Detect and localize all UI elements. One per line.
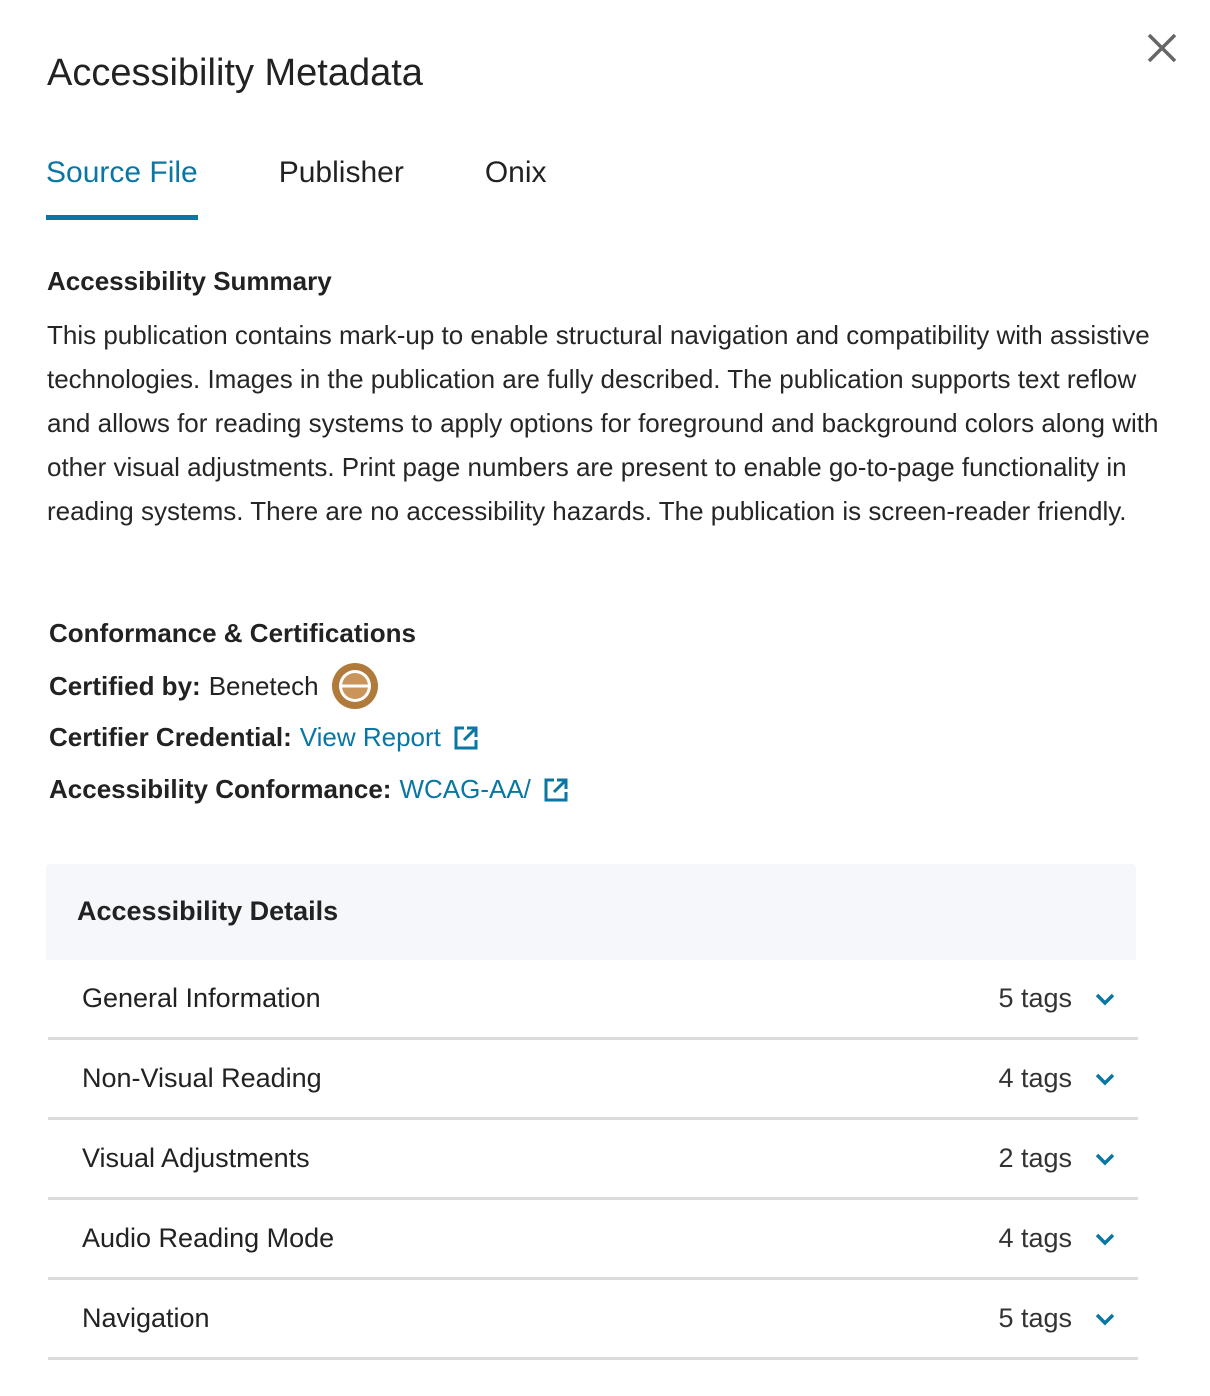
details-row-audio-reading-mode[interactable] [48, 1200, 1138, 1280]
conformance-heading: Conformance & Certifications [49, 618, 416, 648]
row-tag-count: 2 tags [998, 1143, 1072, 1173]
row-name: Navigation [82, 1303, 210, 1333]
row-name: Non-Visual Reading [82, 1063, 322, 1093]
row-name: Visual Adjustments [82, 1143, 310, 1173]
conformance-label: Accessibility Conformance: [49, 774, 392, 804]
row-tag-count: 5 tags [998, 983, 1072, 1013]
chevron-down-icon[interactable] [1094, 1228, 1116, 1250]
chevron-down-icon[interactable] [1094, 1068, 1116, 1090]
details-row-general-information[interactable] [48, 960, 1138, 1040]
tab-bar [46, 150, 628, 220]
summary-heading: Accessibility Summary [47, 266, 332, 296]
certified-by-value: Benetech [208, 670, 319, 701]
wcag-link[interactable]: WCAG-AA/ [399, 774, 531, 804]
tab-onix[interactable]: Onix [484, 156, 547, 189]
details-row-non-visual-reading[interactable] [48, 1040, 1138, 1120]
row-tag-count: 4 tags [998, 1223, 1072, 1253]
chevron-down-icon[interactable] [1094, 1308, 1116, 1330]
row-tag-count: 4 tags [998, 1063, 1072, 1093]
row-name: General Information [82, 983, 321, 1013]
tab-publisher[interactable]: Publisher [278, 156, 404, 189]
accessibility-details [46, 864, 1138, 1360]
row-tag-count: 5 tags [998, 1303, 1072, 1333]
row-name: Audio Reading Mode [82, 1223, 335, 1253]
accessibility-conformance [49, 774, 569, 805]
external-link-icon[interactable] [453, 725, 479, 751]
external-link-icon[interactable] [543, 777, 569, 803]
certified-by-label: Certified by: [49, 670, 201, 701]
view-report-link[interactable]: View Report [299, 722, 441, 752]
certifier-credential [49, 722, 479, 753]
certified-by [49, 662, 379, 710]
certification-badge-icon [331, 662, 379, 710]
chevron-down-icon[interactable] [1094, 1148, 1116, 1170]
dialog-title: Accessibility Metadata [47, 52, 423, 94]
close-icon[interactable] [1140, 26, 1184, 70]
credential-label: Certifier Credential: [49, 722, 292, 752]
summary-text: This publication contains mark-up to enable structural navigation and compatibility with assistive technologies. Images in the publication are fully described. The publication supports text reflow and allows for reading systems to apply options for foreground and background colors along with other visual adjustments. Print page numbers are present to enable go-to-page functionality in reading systems. There are no accessibility hazards. The publication is screen-reader friendly. [47, 320, 1159, 526]
chevron-down-icon[interactable] [1094, 988, 1116, 1010]
details-heading: Accessibility Details [46, 864, 1136, 960]
tab-source-file[interactable]: Source File [46, 150, 198, 220]
details-row-visual-adjustments[interactable] [48, 1120, 1138, 1200]
details-row-navigation[interactable] [48, 1280, 1138, 1360]
